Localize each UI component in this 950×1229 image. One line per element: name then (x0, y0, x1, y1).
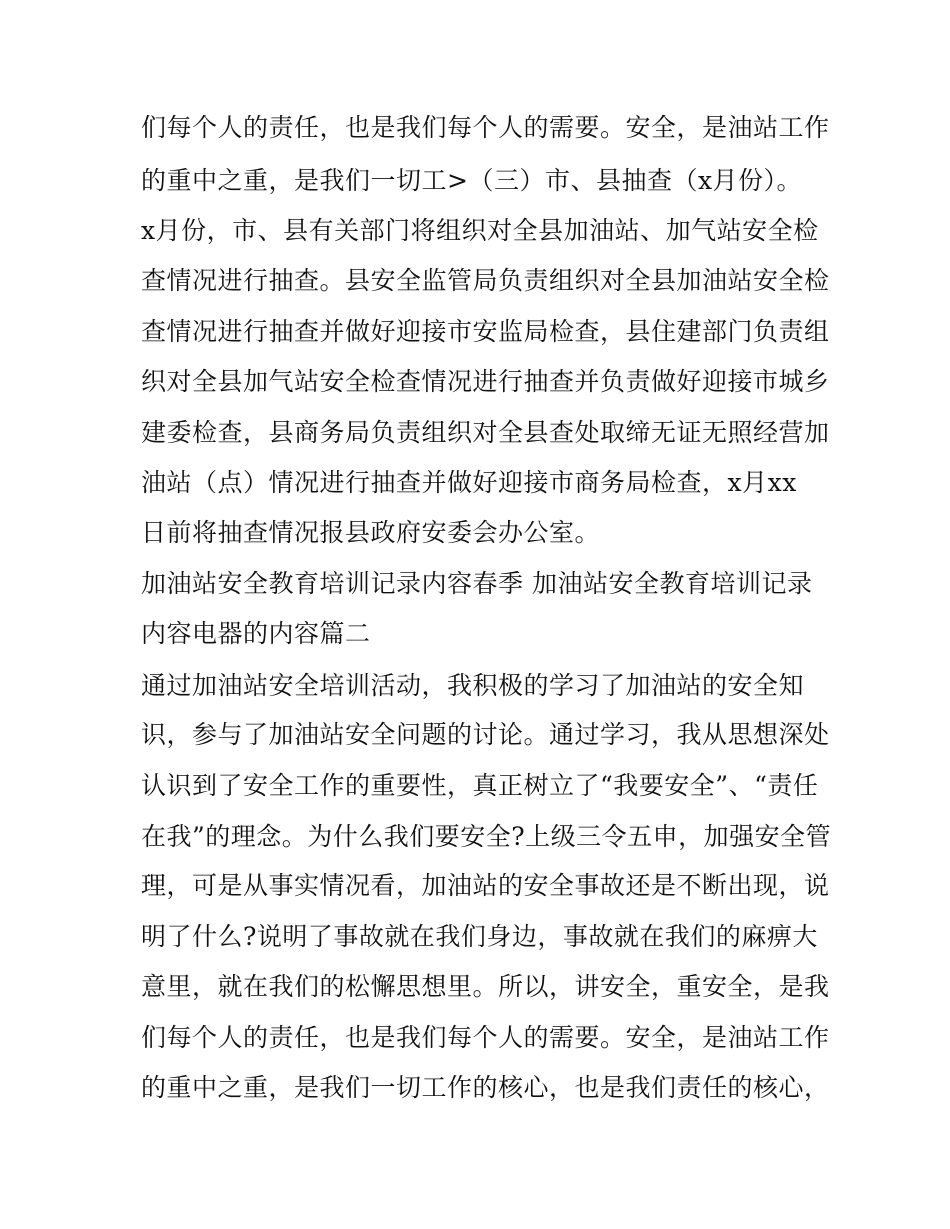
text-line: 油站（点）情况进行抽查并做好迎接市商务局检查，x月xx (141, 468, 797, 497)
text-line: 建委检查，县商务局负责组织对全县查处取缔无证无照经营加 (141, 418, 830, 447)
text-line: 通过加油站安全培训活动，我积极的学习了加油站的安全知 (141, 671, 805, 700)
text-line: 明了什么?说明了事故就在我们身边，事故就在我们的麻痹大 (141, 922, 818, 951)
section-heading-line: 内容电器的内容篇二 (141, 619, 371, 648)
text-line: 的重中之重，是我们一切工>（三）市、县抽查（x月份）。 (141, 166, 803, 195)
section-heading-line: 加油站安全教育培训记录内容春季 加油站安全教育培训记录 (141, 569, 813, 598)
text-line: x月份，市、县有关部门将组织对全县加油站、加气站安全检 (141, 216, 819, 245)
text-line: 意里，就在我们的松懈思想里。所以，讲安全，重安全，是我 (141, 972, 830, 1001)
text-line: 的重中之重，是我们一切工作的核心，也是我们责任的核心， (141, 1073, 830, 1102)
text-line: 认识到了安全工作的重要性，真正树立了“我要安全”、“责任 (141, 771, 819, 800)
text-line: 们每个人的责任，也是我们每个人的需要。安全，是油站工作 (141, 1023, 830, 1052)
text-line: 们每个人的责任，也是我们每个人的需要。安全，是油站工作 (141, 113, 830, 142)
text-line: 在我”的理念。为什么我们要安全?上级三令五申，加强安全管 (141, 822, 832, 851)
text-line: 织对全县加气站安全检查情况进行抽查并负责做好迎接市城乡 (141, 367, 830, 396)
text-line: 查情况进行抽查。县安全监管局负责组织对全县加油站安全检 (141, 266, 830, 295)
text-line: 日前将抽查情况报县政府安委会办公室。 (141, 518, 601, 547)
text-line: 识，参与了加油站安全问题的讨论。通过学习，我从思想深处 (141, 720, 830, 749)
text-line: 理，可是从事实情况看，加油站的安全事故还是不断出现，说 (141, 871, 830, 900)
text-line: 查情况进行抽查并做好迎接市安监局检查，县住建部门负责组 (141, 317, 830, 346)
